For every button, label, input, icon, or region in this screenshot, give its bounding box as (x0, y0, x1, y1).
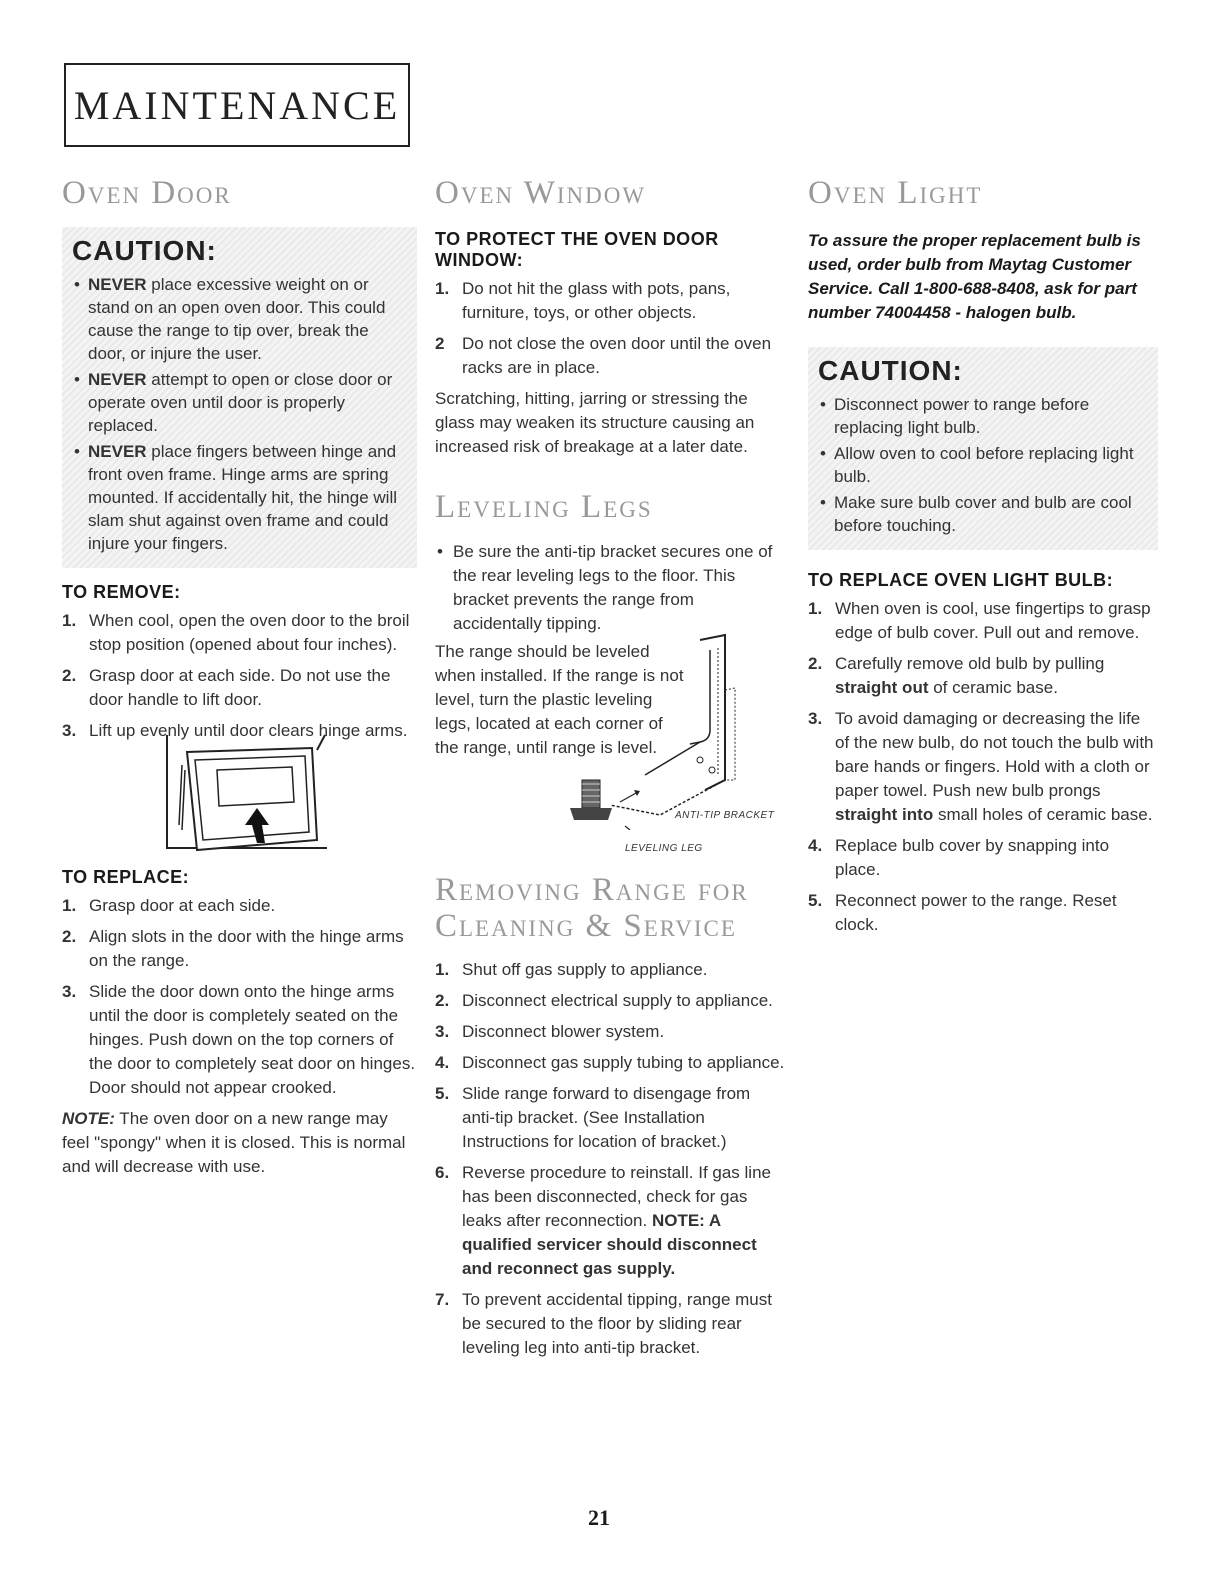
window-step: 1. Do not hit the glass with pots, pans, furniture, toys, or other objects. (435, 279, 731, 323)
bulb-step: 5. Reconnect power to the range. Reset clock. (808, 891, 1117, 935)
oven-door-illustration (157, 730, 337, 855)
page-number: 21 (588, 1505, 610, 1530)
replace-step: 2. Align slots in the door with the hinge arms on the range. (62, 927, 404, 971)
protect-window-heading: TO PROTECT THE OVEN DOOR WINDOW: (435, 229, 719, 271)
leveling-bullet: • Be sure the anti-tip bracket secures one of the rear leveling legs to the floor. This bracket prevents the range from accidentally tipping. (435, 540, 785, 636)
leveling-paragraph: The range should be leveled when installed. If the range is not level, turn the plastic leveling legs, located at each corner of the range, until range is level. (435, 641, 684, 757)
remove-step: 2. Grasp door at each side. Do not use the door handle to lift door. (62, 666, 391, 710)
maintenance-title-box (64, 63, 410, 147)
door-note: NOTE: The oven door on a new range may feel "spongy" when it is closed. This is normal and will decrease with use. (62, 1109, 406, 1177)
oven-light-intro: To assure the proper replacement bulb is used, order bulb from Maytag Customer Service. Call 1-800-688-8408, ask for part number 74004458 - halogen bulb. (808, 231, 1141, 323)
oven-door-caution-box (62, 227, 417, 568)
remove-step: 1. When cool, open the oven door to the broil stop position (opened about four inches). (62, 611, 410, 655)
caution-item: • Make sure bulb cover and bulb are cool before touching. (818, 491, 1148, 537)
bulb-step: 4. Replace bulb cover by snapping into place. (808, 836, 1110, 880)
leveling-leg-label: LEVELING LEG (625, 842, 703, 854)
caution-label: CAUTION: (72, 235, 217, 267)
oven-door-column (62, 175, 417, 1185)
replace-step: 3. Slide the door down onto the hinge arms until the door is completely seated on the hinges. Push down on the top corners of the door to completely seat door on hinges. Door should not appear crooked. (62, 982, 416, 1098)
caution-item: • NEVER place fingers between hinge and front oven frame. Hinge arms are spring mounted. If accidentally hit, the hinge will slam shut against oven frame and could injure your fingers. (72, 440, 407, 555)
anti-tip-bracket-illustration (550, 630, 780, 830)
bulb-step: 2. Carefully remove old bulb by pulling straight out of ceramic base. (808, 654, 1105, 698)
remove-step: 3. Lift up evenly until door clears hinge arms. (62, 721, 408, 741)
removing-step: 2. Disconnect electrical supply to appliance. (435, 991, 773, 1011)
caution-item: • NEVER attempt to open or close door or operate oven until door is properly replaced. (72, 368, 407, 437)
oven-light-heading: Oven Light (808, 175, 983, 211)
removing-range-heading: Removing Range for Cleaning & Service (435, 871, 749, 944)
replace-bulb-heading: TO REPLACE OVEN LIGHT BULB: (808, 570, 1114, 591)
to-remove-heading: TO REMOVE: (62, 582, 181, 603)
bulb-step: 1. When oven is cool, use fingertips to grasp edge of bulb cover. Pull out and remove. (808, 599, 1151, 643)
oven-light-caution-box (808, 347, 1158, 550)
caution-item: • Allow oven to cool before replacing light bulb. (818, 442, 1148, 488)
window-step: 2 Do not close the oven door until the oven racks are in place. (435, 334, 772, 378)
removing-step: 1. Shut off gas supply to appliance. (435, 960, 708, 980)
leveling-figure-block (435, 640, 785, 854)
oven-door-heading: Oven Door (62, 175, 232, 211)
removing-step: 6. Reverse procedure to reinstall. If gas line has been disconnected, check for gas leaks after reconnection. NOTE: A qualified servicer should disconnect and reconnect gas supply. (435, 1163, 771, 1279)
caution-item: • NEVER place excessive weight on or stand on an open oven door. This could cause the range to tip over, break the door, or injure the user. (72, 273, 407, 365)
anti-tip-bracket-label: ANTI-TIP BRACKET (675, 809, 775, 821)
removing-step: 4. Disconnect gas supply tubing to appliance. (435, 1053, 785, 1073)
caution-label: CAUTION: (818, 355, 963, 387)
oven-window-heading: Oven Window (435, 175, 647, 211)
middle-column (435, 175, 785, 1367)
removing-step: 7. To prevent accidental tipping, range must be secured to the floor by sliding rear leveling leg into anti-tip bracket. (435, 1290, 772, 1358)
window-paragraph: Scratching, hitting, jarring or stressing the glass may weaken its structure causing an increased risk of breakage at a later date. (435, 389, 755, 457)
removing-step: 3. Disconnect blower system. (435, 1022, 665, 1042)
leveling-legs-heading: Leveling Legs (435, 489, 653, 526)
to-replace-heading: TO REPLACE: (62, 867, 190, 888)
caution-item: • Disconnect power to range before replacing light bulb. (818, 393, 1148, 439)
bulb-step: 3. To avoid damaging or decreasing the life of the new bulb, do not touch the bulb with bare hands or fingers. Hold with a cloth or paper towel. Push new bulb prongs straight into small holes of ceramic base. (808, 709, 1154, 825)
removing-step: 5. Slide range forward to disengage from anti-tip bracket. (See Installation Instructions for location of bracket.) (435, 1084, 751, 1152)
page-title: MAINTENANCE (73, 82, 401, 128)
oven-light-column (808, 175, 1158, 944)
replace-step: 1. Grasp door at each side. (62, 896, 276, 916)
